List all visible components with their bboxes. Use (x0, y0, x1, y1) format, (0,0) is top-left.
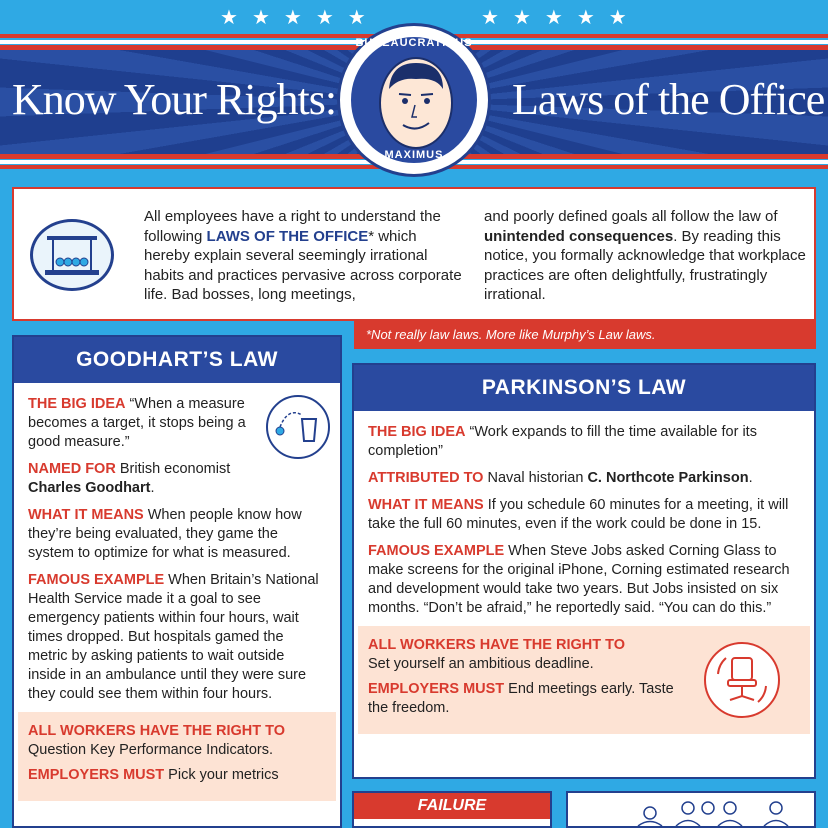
laws-highlight: LAWS OF THE OFFICE (206, 227, 369, 245)
big-idea (28, 395, 256, 452)
star-icon: ★ (544, 7, 563, 29)
goodharts-law-card (12, 335, 342, 828)
text: Naval historian (483, 470, 588, 486)
face-illustration-icon (379, 57, 453, 149)
employers-must (28, 766, 326, 785)
attributed-to (368, 469, 800, 488)
stars-right (481, 8, 627, 28)
text: If you schedule 60 minutes for a meeting, it will take the full 60 minutes, even if the work could be done in 15. (368, 497, 789, 532)
seal-text-bottom: MAXIMUS (384, 149, 444, 161)
card-title: FAILURE (354, 793, 550, 819)
paper-toss-icon (266, 395, 330, 459)
text: . (748, 470, 753, 486)
bureaucraticus-seal (337, 23, 491, 177)
seal-text-top: BUREAUCRATICUS (355, 37, 473, 49)
text: “Work expands to fill the time available for its completion” (368, 424, 757, 459)
intro-text: * which hereby explain several seemingly irrational habits and practices pervasive across corporate life. Bad bosses, long meetings, (144, 227, 462, 303)
star-icon: ★ (251, 7, 270, 29)
people-illustration-icon (566, 791, 816, 828)
intro-text: and poorly defined goals all follow the law of (484, 208, 778, 225)
page-title-right: Laws of the Office (512, 75, 825, 124)
star-icon: ★ (283, 7, 302, 29)
star-icon: ★ (220, 7, 238, 29)
label: FAMOUS EXAMPLE (28, 572, 165, 588)
rights-box (18, 712, 336, 801)
text: Question Key Performance Indicators. (28, 742, 274, 758)
label: EMPLOYERS MUST (28, 767, 165, 783)
label: THE BIG IDEA (368, 424, 466, 440)
rights (368, 636, 688, 674)
star-icon: ★ (347, 7, 366, 29)
footnote: *Not really law laws. More like Murphy’s Law laws. (354, 321, 816, 349)
intro-column-1 (144, 207, 466, 305)
card-title: PARKINSON’S LAW (354, 365, 814, 411)
text: Pick your metrics (164, 767, 279, 783)
text: . (150, 480, 155, 496)
rights (28, 722, 326, 760)
text: British economist (115, 461, 231, 477)
famous-example (368, 542, 800, 618)
intro-column-2 (484, 207, 806, 305)
newtons-cradle-icon (30, 219, 114, 291)
star-icon: ★ (512, 7, 531, 29)
card-body (354, 411, 814, 618)
what-it-means (368, 496, 800, 534)
star-icon: ★ (315, 7, 334, 29)
text: End meetings early. Taste the freedom. (368, 681, 674, 716)
label: ATTRIBUTED TO (368, 470, 484, 486)
text: When people know how they’re being evaluated, they game the system to optimize for what is measured. (28, 507, 302, 561)
text: “When a measure becomes a target, it stops being a good measure.” (28, 396, 246, 450)
text: When Britain’s National Health Service made it a goal to see emergency patients within four hours, wait times dropped. But hospitals gamed the metric by asking patients to wait outside inside in an ambulance until they were sure they could see them within four hours. (28, 572, 319, 702)
star-icon: ★ (481, 7, 499, 29)
bold-name: C. Northcote Parkinson (587, 470, 749, 486)
intro-text: All employees have a right to understand the following (144, 208, 441, 245)
label: FAMOUS EXAMPLE (368, 543, 505, 559)
label: EMPLOYERS MUST (368, 681, 505, 697)
header (0, 0, 828, 178)
label: ALL WORKERS HAVE THE RIGHT TO (28, 723, 285, 739)
employers-must (368, 680, 688, 718)
failure-card (352, 791, 552, 828)
label: NAMED FOR (28, 461, 116, 477)
named-for (28, 460, 268, 498)
star-icon: ★ (576, 7, 595, 29)
text: Set yourself an ambitious deadline. (368, 656, 594, 672)
text: When Steve Jobs asked Corning Glass to make screens for the original iPhone, Corning estimated research and development would take two years. But Jobs insisted on six months. “Don’t be afraid,” he reportedly said. “You can do this.” (368, 543, 790, 616)
famous-example (28, 571, 326, 704)
parkinsons-law-card (352, 363, 816, 779)
label: ALL WORKERS HAVE THE RIGHT TO (368, 637, 625, 653)
label: THE BIG IDEA (28, 396, 126, 412)
bold-name: Charles Goodhart (28, 480, 151, 496)
big-idea (368, 423, 800, 461)
star-icon: ★ (608, 7, 627, 29)
rights-box (358, 626, 810, 734)
seal-inner (349, 35, 479, 165)
intro-panel (12, 187, 816, 321)
office-chair-icon (704, 642, 780, 718)
consequences-highlight: unintended consequences (484, 227, 674, 245)
label: WHAT IT MEANS (368, 497, 484, 513)
page-title-left: Know Your Rights: (12, 75, 337, 124)
what-it-means (28, 506, 326, 563)
intro-text: . By reading this notice, you formally acknowledge that workplace practices are often delightfully, frustratingly irrational. (484, 227, 806, 303)
label: WHAT IT MEANS (28, 507, 144, 523)
stars-left (220, 8, 366, 28)
card-title: GOODHART’S LAW (14, 337, 340, 383)
